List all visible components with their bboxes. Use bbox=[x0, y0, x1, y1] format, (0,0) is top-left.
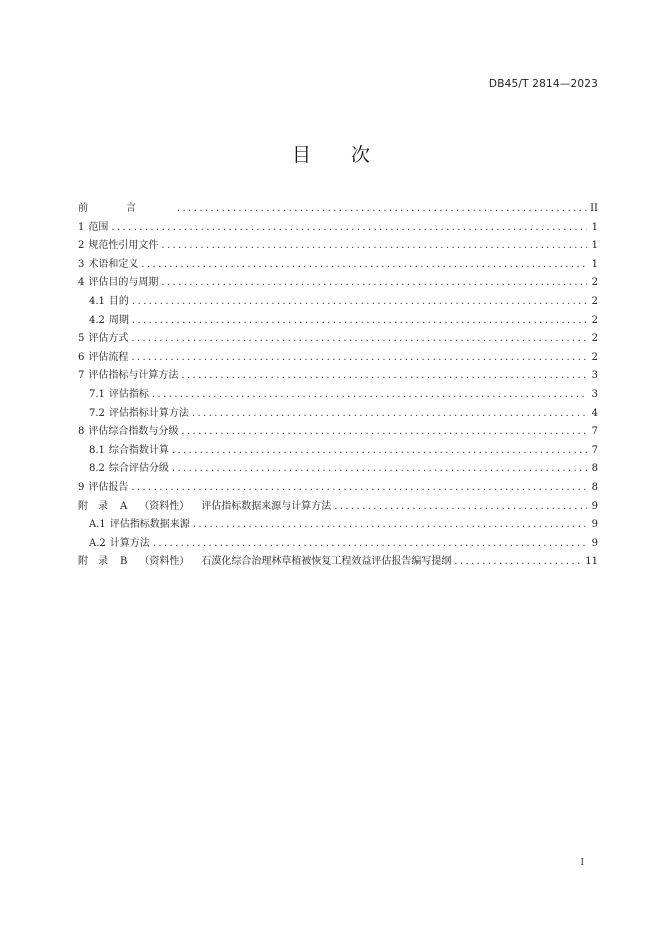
toc-entry-label bbox=[89, 442, 169, 461]
toc-leader-dots bbox=[172, 442, 587, 461]
appendix-letter: A bbox=[120, 500, 128, 512]
toc-entry-text: 综合评估分级 bbox=[108, 463, 169, 475]
toc-leader-dots bbox=[161, 237, 587, 256]
toc-entry-label bbox=[78, 423, 178, 442]
toc-leader-dots bbox=[454, 553, 582, 572]
toc-entry-appendix-a[interactable] bbox=[78, 498, 598, 517]
toc-leader-dots bbox=[172, 460, 587, 479]
toc-entry-text: 评估指标数据来源 bbox=[109, 519, 190, 531]
toc-entry-label bbox=[89, 516, 190, 535]
toc-entry-6[interactable] bbox=[78, 349, 598, 368]
toc-entry-text: 综合指数计算 bbox=[108, 444, 169, 456]
toc-entry-page: 2 bbox=[591, 277, 598, 289]
appendix-type: （资料性） bbox=[139, 500, 190, 512]
toc-entry-page: 3 bbox=[591, 370, 598, 382]
toc-entry-text: 计算方法 bbox=[109, 537, 150, 549]
toc-entry-page: 2 bbox=[591, 295, 598, 307]
toc-entry-number: 8.2 bbox=[89, 463, 105, 475]
toc-leader-dots bbox=[131, 479, 587, 498]
toc-entry-label bbox=[78, 274, 158, 293]
toc-leader-dots bbox=[193, 516, 587, 535]
toc-entry-text: 评估方式 bbox=[88, 333, 129, 345]
document-code: DB45/T 2814—2023 bbox=[488, 78, 598, 90]
appendix-type: （资料性） bbox=[139, 556, 190, 568]
toc-entry-label: 前言 bbox=[78, 203, 174, 214]
toc-entry-number: 9 bbox=[78, 481, 85, 493]
toc-entry-label bbox=[78, 237, 158, 256]
toc-entry-number: 5 bbox=[78, 333, 85, 345]
toc-entry-number: 4.1 bbox=[89, 295, 105, 307]
toc-entry-page: 8 bbox=[591, 481, 598, 493]
toc-leader-dots bbox=[192, 405, 587, 424]
toc-entry-text: 评估综合指数与分级 bbox=[88, 426, 179, 438]
toc-leader-dots bbox=[152, 386, 587, 405]
toc-entry-number: 3 bbox=[78, 258, 85, 270]
toc-leader-dots bbox=[177, 200, 587, 219]
toc-entry-7[interactable] bbox=[78, 367, 598, 386]
toc-entry-number: A.2 bbox=[89, 537, 106, 549]
toc-entry-number: 7 bbox=[78, 370, 85, 382]
table-of-contents bbox=[78, 200, 598, 572]
toc-entry-page: 1 bbox=[591, 258, 598, 270]
toc-entry-label bbox=[89, 386, 149, 405]
toc-entry-number: 4.2 bbox=[89, 314, 105, 326]
toc-entry-number: 4 bbox=[78, 277, 85, 289]
toc-entry-page: 7 bbox=[591, 426, 598, 438]
toc-entry-page: II bbox=[590, 203, 598, 214]
toc-entry-number: 6 bbox=[78, 351, 85, 363]
toc-leader-dots bbox=[141, 256, 587, 275]
toc-entry-page: 8 bbox=[591, 463, 598, 475]
toc-entry-page: 1 bbox=[591, 240, 598, 252]
toc-entry-number: 7.2 bbox=[89, 407, 105, 419]
toc-entry-label bbox=[89, 293, 129, 312]
toc-entry-text: 石漠化综合治理林草植被恢复工程效益评估报告编写提纲 bbox=[201, 556, 452, 568]
toc-entry-label bbox=[89, 460, 169, 479]
toc-entry-page: 3 bbox=[591, 388, 598, 400]
toc-entry-page: 11 bbox=[585, 556, 598, 568]
toc-entry-text: 术语和定义 bbox=[88, 258, 139, 270]
toc-entry-label bbox=[89, 405, 189, 424]
toc-entry-text: 周期 bbox=[108, 314, 129, 326]
toc-entry-9[interactable] bbox=[78, 479, 598, 498]
toc-entry-text: 评估指标与计算方法 bbox=[88, 370, 179, 382]
toc-entry-8[interactable] bbox=[78, 423, 598, 442]
toc-leader-dots bbox=[132, 293, 587, 312]
toc-entry-a-1[interactable] bbox=[78, 516, 598, 535]
toc-entry-text: 评估报告 bbox=[88, 481, 129, 493]
toc-entry-a-2[interactable] bbox=[78, 535, 598, 554]
appendix-letter: B bbox=[120, 556, 128, 568]
toc-entry-8-1[interactable] bbox=[78, 442, 598, 461]
toc-entry-page: 1 bbox=[591, 221, 598, 233]
toc-entry-7-2[interactable] bbox=[78, 405, 598, 424]
toc-leader-dots bbox=[153, 535, 587, 554]
toc-entry-8-2[interactable] bbox=[78, 460, 598, 479]
toc-entry-1[interactable] bbox=[78, 219, 598, 238]
appendix-prefix: 附录 bbox=[78, 556, 118, 568]
toc-entry-page: 2 bbox=[591, 333, 598, 345]
toc-leader-dots bbox=[131, 330, 587, 349]
toc-entry-4-1[interactable] bbox=[78, 293, 598, 312]
toc-entry-label bbox=[78, 553, 451, 572]
toc-entry-label bbox=[78, 498, 331, 517]
toc-entry-label bbox=[89, 312, 129, 331]
toc-entry-page: 7 bbox=[591, 444, 598, 456]
toc-entry-label bbox=[78, 349, 128, 368]
toc-entry-page: 2 bbox=[591, 351, 598, 363]
toc-entry-label bbox=[78, 367, 178, 386]
toc-entry-page: 9 bbox=[591, 500, 598, 512]
toc-entry-5[interactable] bbox=[78, 330, 598, 349]
page-title: 目次 bbox=[291, 144, 410, 166]
toc-entry-number: 8.1 bbox=[89, 444, 105, 456]
toc-entry-text: 评估指标 bbox=[108, 388, 149, 400]
toc-entry-appendix-b[interactable] bbox=[78, 553, 598, 572]
toc-entry-text: 目的 bbox=[108, 295, 129, 307]
toc-entry-text: 评估目的与周期 bbox=[88, 277, 159, 289]
toc-entry-number: 2 bbox=[78, 240, 85, 252]
toc-leader-dots bbox=[181, 367, 587, 386]
toc-leader-dots bbox=[181, 423, 587, 442]
toc-entry-7-1[interactable] bbox=[78, 386, 598, 405]
toc-entry-page: 9 bbox=[591, 519, 598, 531]
toc-entry-number: A.1 bbox=[89, 519, 106, 531]
toc-entry-text: 评估指标计算方法 bbox=[108, 407, 189, 419]
toc-entry-2[interactable] bbox=[78, 237, 598, 256]
toc-entry-3[interactable] bbox=[78, 256, 598, 275]
page-number: I bbox=[580, 858, 584, 868]
toc-leader-dots bbox=[334, 498, 587, 517]
toc-entry-4-2[interactable] bbox=[78, 312, 598, 331]
toc-entry-number: 8 bbox=[78, 426, 85, 438]
toc-entry-label bbox=[78, 219, 108, 238]
toc-entry-4[interactable] bbox=[78, 274, 598, 293]
toc-leader-dots bbox=[132, 312, 587, 331]
toc-entry-label bbox=[78, 256, 138, 275]
toc-entry-text: 评估流程 bbox=[88, 351, 129, 363]
toc-entry-text: 规范性引用文件 bbox=[88, 240, 159, 252]
toc-entry-text: 范围 bbox=[88, 221, 109, 233]
toc-entry-page: 2 bbox=[591, 314, 598, 326]
toc-leader-dots bbox=[161, 274, 587, 293]
toc-entry-foreword[interactable] bbox=[78, 200, 598, 219]
toc-entry-label bbox=[78, 479, 128, 498]
appendix-prefix: 附录 bbox=[78, 500, 118, 512]
toc-entry-page: 4 bbox=[591, 407, 598, 419]
toc-leader-dots bbox=[111, 219, 587, 238]
toc-leader-dots bbox=[131, 349, 587, 368]
toc-entry-number: 1 bbox=[78, 221, 85, 233]
toc-entry-text: 评估指标数据来源与计算方法 bbox=[201, 500, 332, 512]
toc-entry-label bbox=[89, 535, 150, 554]
toc-entry-label bbox=[78, 330, 128, 349]
toc-entry-number: 7.1 bbox=[89, 388, 105, 400]
toc-entry-page: 9 bbox=[591, 537, 598, 549]
